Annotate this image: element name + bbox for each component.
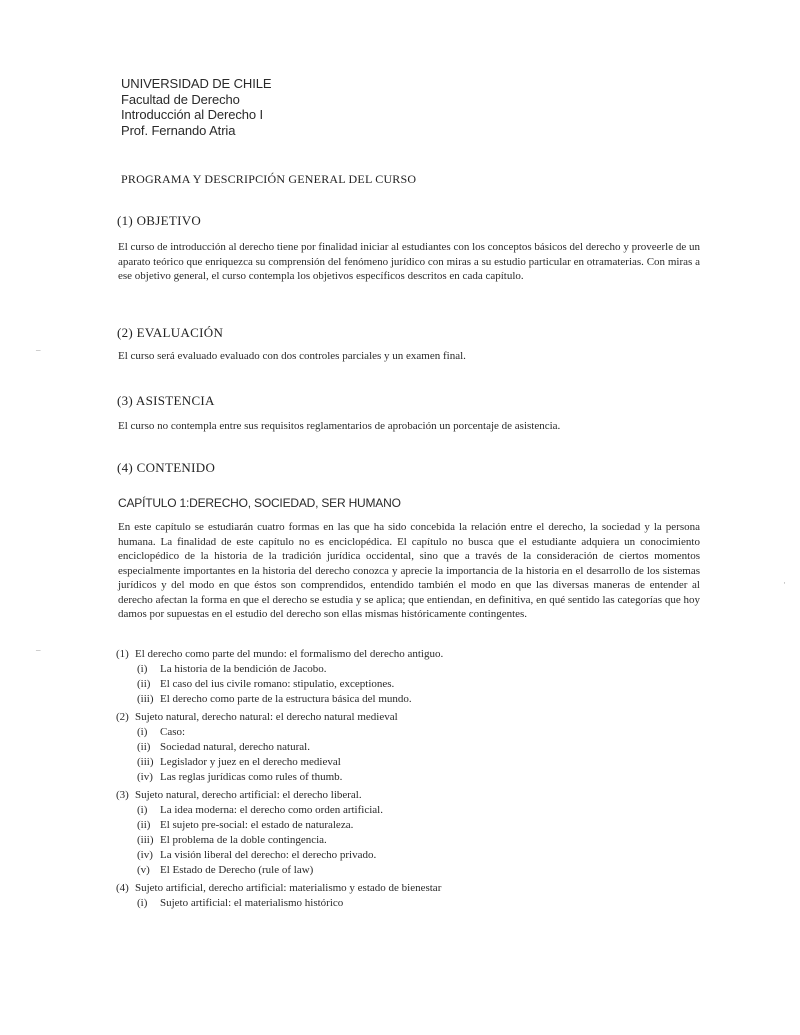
outline-subitem-text: El problema de la doble contingencia. xyxy=(160,834,327,846)
outline-subitem-number: (iii) xyxy=(137,834,154,846)
outline-item-heading xyxy=(116,647,716,662)
chapter-title: CAPÍTULO 1:DERECHO, SOCIEDAD, SER HUMANO xyxy=(118,496,401,510)
outline-subitem xyxy=(116,725,716,740)
outline-subitem-number: (iii) xyxy=(137,693,154,705)
outline-subitem-number: (iv) xyxy=(137,771,153,783)
outline-subitem xyxy=(116,803,716,818)
outline-subitem-text: Legislador y juez en el derecho medieval xyxy=(160,756,341,768)
margin-mark: – xyxy=(36,345,41,355)
outline-item-title: El derecho como parte del mundo: el formalismo del derecho antiguo. xyxy=(135,648,444,660)
outline-subitem xyxy=(116,677,716,692)
margin-mark: – xyxy=(36,645,41,655)
program-title: PROGRAMA Y DESCRIPCIÓN GENERAL DEL CURSO xyxy=(121,172,417,186)
outline-subitem-number: (iv) xyxy=(137,849,153,861)
outline-subitem-text: El sujeto pre-social: el estado de naturaleza. xyxy=(160,819,354,831)
section-text-asistencia: El curso no contempla entre sus requisitos reglamentarios de aprobación un porcentaje de asistencia. xyxy=(118,420,561,432)
section-title-objetivo: (1) OBJETIVO xyxy=(117,213,202,228)
outline-subitem-number: (v) xyxy=(137,864,150,876)
outline-subitem-text: La idea moderna: el derecho como orden artificial. xyxy=(160,804,383,816)
outline-item xyxy=(116,647,716,707)
outline-item-title: Sujeto natural, derecho artificial: el derecho liberal. xyxy=(135,789,362,801)
outline-subitem-number: (i) xyxy=(137,897,148,909)
outline-item-number: (3) xyxy=(116,789,129,801)
section-title-asistencia: (3) ASISTENCIA xyxy=(117,393,215,408)
chapter-outline xyxy=(116,647,716,914)
outline-item-number: (4) xyxy=(116,882,129,894)
margin-mark: · xyxy=(783,578,786,588)
outline-subitem-number: (iii) xyxy=(137,756,154,768)
outline-subitem-text: La visión liberal del derecho: el derecho privado. xyxy=(160,849,377,861)
outline-subitem-text: El Estado de Derecho (rule of law) xyxy=(160,864,314,876)
outline-subitem-number: (ii) xyxy=(137,678,151,690)
outline-item-number: (2) xyxy=(116,711,129,723)
outline-subitem-number: (i) xyxy=(137,804,148,816)
university-name: UNIVERSIDAD DE CHILE xyxy=(121,76,272,91)
outline-item xyxy=(116,710,716,785)
outline-item-heading xyxy=(116,881,716,896)
outline-item-title: Sujeto natural, derecho natural: el derecho natural medieval xyxy=(135,711,398,723)
course-name: Introducción al Derecho I xyxy=(121,107,264,122)
outline-subitem-number: (ii) xyxy=(137,819,151,831)
outline-item-heading xyxy=(116,788,716,803)
outline-subitem xyxy=(116,833,716,848)
section-title-evaluacion: (2) EVALUACIÓN xyxy=(117,325,224,340)
outline-item-number: (1) xyxy=(116,648,129,660)
outline-subitem xyxy=(116,818,716,833)
section-text-evaluacion: El curso será evaluado evaluado con dos controles parciales y un examen final. xyxy=(118,350,466,362)
outline-item-heading xyxy=(116,710,716,725)
outline-subitem-text: Sociedad natural, derecho natural. xyxy=(160,741,310,753)
outline-subitem xyxy=(116,863,716,878)
faculty-name: Facultad de Derecho xyxy=(121,91,240,107)
outline-subitem-text: El derecho como parte de la estructura básica del mundo. xyxy=(160,693,412,705)
outline-subitem-number: (i) xyxy=(137,726,148,738)
outline-subitem xyxy=(116,896,716,911)
outline-subitem xyxy=(116,770,716,785)
section-title-contenido: (4) CONTENIDO xyxy=(117,460,216,475)
outline-subitem xyxy=(116,848,716,863)
outline-subitem-text: Caso: xyxy=(160,726,186,738)
section-text-objetivo: El curso de introducción al derecho tiene por finalidad iniciar al estudiantes con los conceptos básicos del derecho y proveerle de un aparato teórico que enriquezca su comprensión del fenómeno jurídico con miras a su estudio particular en otramaterias. Con miras a ese objetivo general, el curso contempla los objetivos específicos descritos en cada capítulo. xyxy=(118,241,700,282)
outline-subitem-text: La historia de la bendición de Jacobo. xyxy=(160,663,327,675)
outline-subitem-number: (ii) xyxy=(137,741,151,753)
outline-subitem-text: Las reglas jurídicas como rules of thumb. xyxy=(160,771,343,783)
professor-name: Prof. Fernando Atria xyxy=(121,122,236,138)
outline-subitem xyxy=(116,692,716,707)
outline-item xyxy=(116,881,716,911)
outline-subitem-number: (i) xyxy=(137,663,148,675)
outline-subitem xyxy=(116,740,716,755)
outline-subitem xyxy=(116,662,716,677)
outline-subitem xyxy=(116,755,716,770)
document-header xyxy=(121,76,271,138)
outline-subitem-text: Sujeto artificial: el materialismo histórico xyxy=(160,897,344,909)
outline-item xyxy=(116,788,716,878)
outline-item-title: Sujeto artificial, derecho artificial: materialismo y estado de bienestar xyxy=(135,882,442,894)
outline-subitem-text: El caso del ius civile romano: stipulatio, exceptiones. xyxy=(160,678,395,690)
chapter-intro: En este capítulo se estudiarán cuatro formas en las que ha sido concebida la relación entre el derecho, la sociedad y la persona humana. La finalidad de este capítulo no es enciclopédica. El capítulo no busca que el estudiante adquiera un conocimiento enciclopédico de la historia de la tradición jurídica occidental, sino que a través de la consideración de ciertos momentos especialmente importantes en la historia del derecho conozca y aprecie la importancia de la historia en el desarrollo de los sistemas jurídicos y del modo en que éstos son comprendidos, entendido también el modo en que las diversas maneras de entender al derecho afectan la forma en que el derecho se estudia y se aplica; que entiendan, en definitiva, en qué sentido las categorías que hoy damos por supuestas en el estudio del derecho son ellas mismas históricamente contingentes. xyxy=(118,521,700,620)
